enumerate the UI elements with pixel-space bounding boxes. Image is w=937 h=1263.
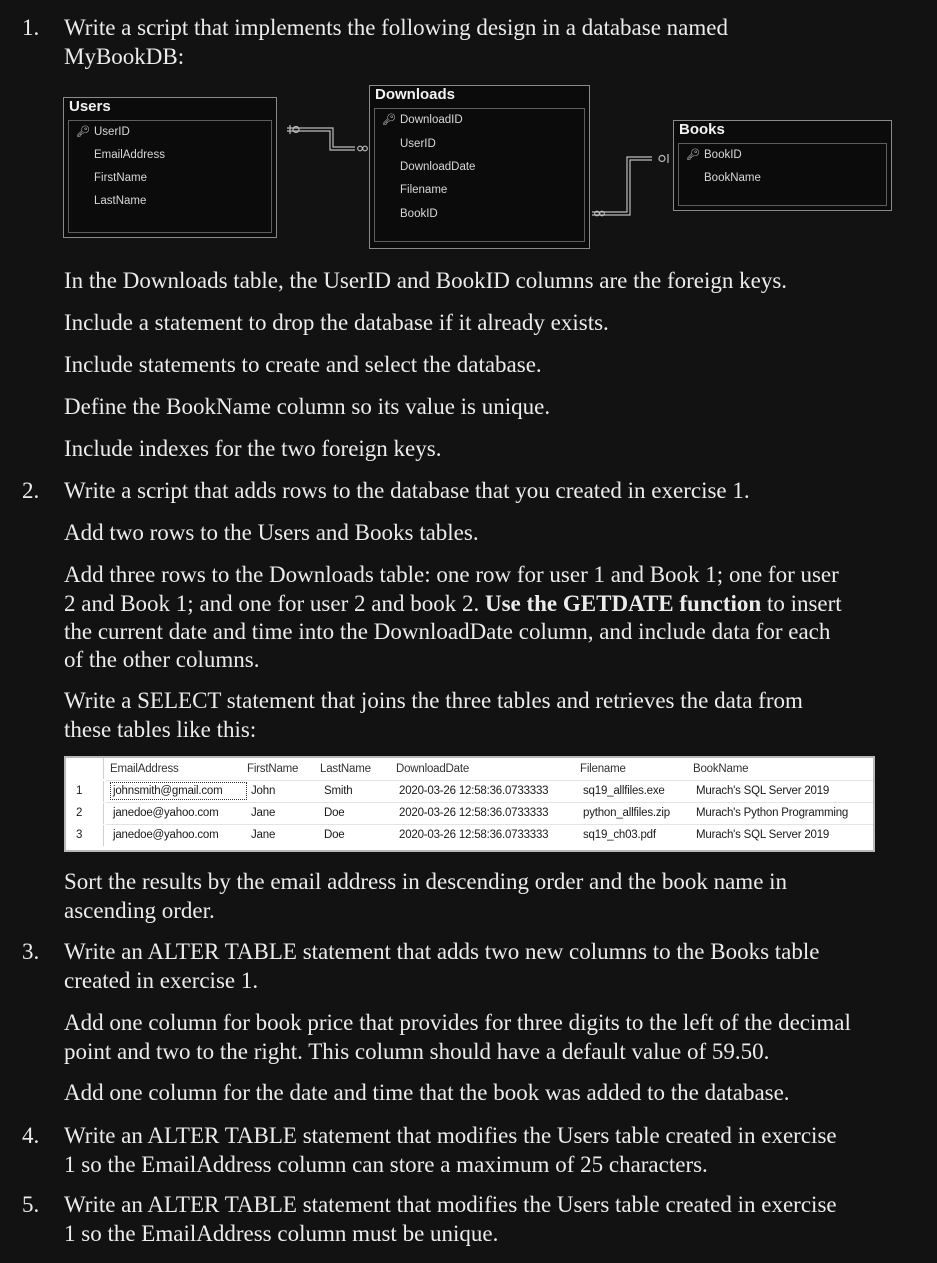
grid-cell[interactable]: 2020-03-26 12:58:36.0733333 xyxy=(399,785,549,797)
grid-cell[interactable]: sq19_ch03.pdf xyxy=(583,829,656,841)
grid-cell[interactable]: janedoe@yahoo.com xyxy=(113,807,219,819)
grid-cell[interactable]: Jane xyxy=(251,807,276,819)
exercise-1-number: 1. xyxy=(22,15,40,40)
exercise-1-para-5: Include indexes for the two foreign keys. xyxy=(64,436,442,461)
exercise-2-para-2-line-4: of the other columns. xyxy=(64,647,260,672)
exercise-2-para-4-line-2: ascending order. xyxy=(64,898,215,923)
exercise-2-para-2-line-1: Add three rows to the Downloads table: one row for user 1 and Book 1; one for user xyxy=(64,562,839,587)
downloads-table-title: Downloads xyxy=(375,86,456,103)
row-number-text: 1 xyxy=(76,785,83,797)
downloads-column: DownloadID xyxy=(400,114,463,126)
grid-header: EmailAddress xyxy=(110,763,179,775)
exercise-3-para-2: Add one column for the date and time that the book was added to the database. xyxy=(64,1080,790,1105)
exercise-4-line-1: Write an ALTER TABLE statement that modifies the Users table created in exercise xyxy=(64,1123,837,1148)
users-column: EmailAddress xyxy=(94,149,165,161)
downloads-column: DownloadDate xyxy=(400,161,476,173)
grid-cell[interactable]: Jane xyxy=(251,829,276,841)
row-number xyxy=(66,781,104,802)
downloads-column: UserID xyxy=(400,138,436,150)
exercise-4-line-2: 1 so the EmailAddress column can store a maximum of 25 characters. xyxy=(64,1152,708,1177)
grid-header: Filename xyxy=(580,763,626,775)
exercise-3-para-1-line-2: point and two to the right. This column should have a default value of 59.50. xyxy=(64,1039,770,1064)
primary-key-icon: 🔑︎ xyxy=(686,148,700,161)
relationship-lines xyxy=(0,0,937,260)
users-column: FirstName xyxy=(94,172,148,184)
downloads-column: Filename xyxy=(400,184,448,196)
text-span: 2 and Book 1; and one for user 2 and book 2. xyxy=(64,591,480,616)
books-column: BookName xyxy=(704,172,761,184)
row-number-text: 3 xyxy=(76,829,83,841)
exercise-2-para-2-line-2 xyxy=(64,589,842,618)
grid-header: FirstName xyxy=(247,763,299,775)
users-column: LastName xyxy=(94,195,147,207)
downloads-column: BookID xyxy=(400,208,438,220)
row-number xyxy=(66,803,104,824)
books-column: BookID xyxy=(704,149,742,161)
users-column: UserID xyxy=(94,126,130,138)
exercise-1-para-4: Define the BookName column so its value is unique. xyxy=(64,394,551,419)
exercise-2-para-3-line-1: Write a SELECT statement that joins the three tables and retrieves the data from xyxy=(64,688,803,713)
grid-line xyxy=(106,824,873,825)
grid-cell[interactable]: Doe xyxy=(324,807,345,819)
primary-key-icon: 🔑︎ xyxy=(382,113,396,126)
grid-cell[interactable]: janedoe@yahoo.com xyxy=(113,829,219,841)
users-table-title: Users xyxy=(69,98,111,115)
grid-cell[interactable]: johnsmith@gmail.com xyxy=(113,785,223,797)
grid-cell[interactable]: Murach's SQL Server 2019 xyxy=(696,785,830,797)
exercise-2-line-1: Write a script that adds rows to the database that you created in exercise 1. xyxy=(64,478,750,503)
exercise-2-para-3-line-2: these tables like this: xyxy=(64,717,257,742)
exercise-2-para-4-line-1: Sort the results by the email address in descending order and the book name in xyxy=(64,869,788,894)
exercise-4-number: 4. xyxy=(22,1123,40,1148)
grid-cell[interactable]: 2020-03-26 12:58:36.0733333 xyxy=(399,829,549,841)
grid-header: DownloadDate xyxy=(396,763,470,775)
grid-cell[interactable]: 2020-03-26 12:58:36.0733333 xyxy=(399,807,549,819)
exercise-5-line-2: 1 so the EmailAddress column must be unique. xyxy=(64,1221,499,1246)
results-grid xyxy=(64,756,875,852)
grid-cell[interactable]: Murach's Python Programming xyxy=(696,807,849,819)
getdate-emphasis: Use the GETDATE function xyxy=(484,591,762,616)
grid-cell[interactable]: John xyxy=(251,785,276,797)
exercise-5-number: 5. xyxy=(22,1192,40,1217)
grid-corner xyxy=(66,758,104,779)
grid-cell[interactable]: python_allfiles.zip xyxy=(583,807,670,819)
exercise-1-line-1: Write a script that implements the following design in a database named xyxy=(64,15,728,40)
exercise-2-number: 2. xyxy=(22,478,40,503)
exercise-3-para-1-line-1: Add one column for book price that provides for three digits to the left of the decimal xyxy=(64,1010,851,1035)
exercise-3-line-1: Write an ALTER TABLE statement that adds two new columns to the Books table xyxy=(64,939,820,964)
exercise-1-line-2: MyBookDB: xyxy=(64,44,185,69)
row-number-text: 2 xyxy=(76,807,83,819)
grid-cell[interactable]: sq19_allfiles.exe xyxy=(583,785,665,797)
exercise-1-para-3: Include statements to create and select the database. xyxy=(64,352,542,377)
grid-cell[interactable]: Murach's SQL Server 2019 xyxy=(696,829,830,841)
grid-cell[interactable]: Smith xyxy=(324,785,353,797)
exercise-2-para-2-line-3: the current date and time into the DownloadDate column, and include data for each xyxy=(64,619,831,644)
exercise-3-number: 3. xyxy=(22,939,40,964)
grid-line xyxy=(106,780,873,781)
grid-cell[interactable]: Doe xyxy=(324,829,345,841)
grid-line xyxy=(106,802,873,803)
row-number xyxy=(66,825,104,846)
exercise-5-line-1: Write an ALTER TABLE statement that modifies the Users table created in exercise xyxy=(64,1192,837,1217)
exercise-2-para-1: Add two rows to the Users and Books tables. xyxy=(64,520,479,545)
grid-header: BookName xyxy=(693,763,749,775)
exercise-1-para-1: In the Downloads table, the UserID and BookID columns are the foreign keys. xyxy=(64,268,788,293)
text-span: to insert xyxy=(761,591,842,616)
exercise-1-para-2: Include a statement to drop the database if it already exists. xyxy=(64,310,609,335)
exercise-3-line-2: created in exercise 1. xyxy=(64,968,259,993)
books-table-title: Books xyxy=(679,121,725,138)
grid-header: LastName xyxy=(320,763,371,775)
primary-key-icon: 🔑︎ xyxy=(76,125,90,138)
